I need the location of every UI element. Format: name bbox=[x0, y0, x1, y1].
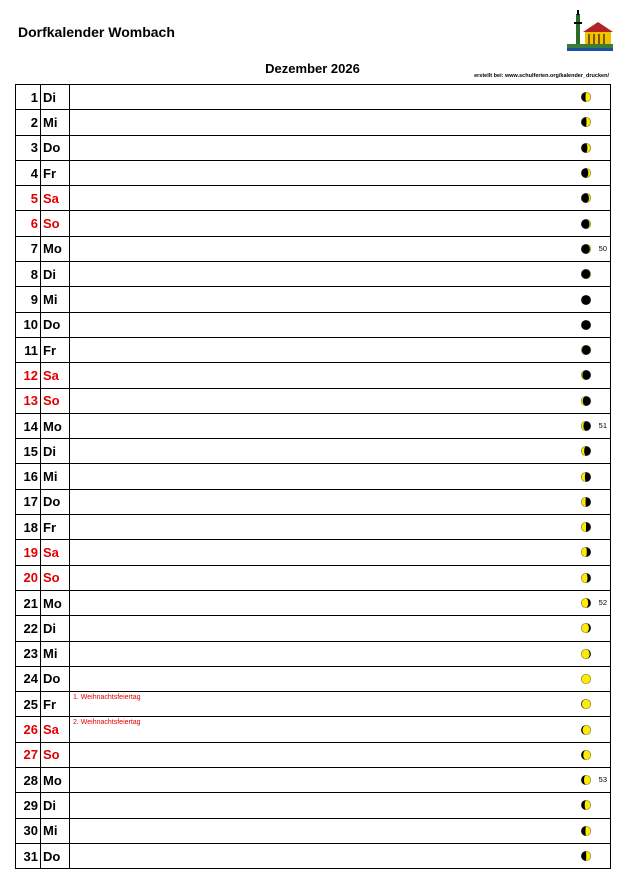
weekday-label: So bbox=[41, 388, 70, 413]
day-notes-cell[interactable] bbox=[70, 211, 611, 236]
day-notes-cell[interactable] bbox=[70, 85, 611, 110]
day-number: 29 bbox=[16, 793, 41, 818]
day-row bbox=[16, 666, 611, 691]
weekday-label: Do bbox=[41, 489, 70, 514]
day-notes-cell[interactable] bbox=[70, 186, 611, 211]
day-notes-cell[interactable] bbox=[70, 768, 611, 793]
day-number: 20 bbox=[16, 565, 41, 590]
day-row bbox=[16, 793, 611, 818]
calendar-title: Dorfkalender Wombach bbox=[18, 24, 175, 40]
weekday-label: So bbox=[41, 565, 70, 590]
weekday-label: Fr bbox=[41, 692, 70, 717]
day-number: 24 bbox=[16, 666, 41, 691]
day-number: 1 bbox=[16, 85, 41, 110]
day-number: 16 bbox=[16, 464, 41, 489]
moon-phase-icon bbox=[581, 522, 591, 532]
weekday-label: Do bbox=[41, 312, 70, 337]
day-notes-cell[interactable] bbox=[70, 540, 611, 565]
week-number: 50 bbox=[598, 243, 607, 253]
day-row bbox=[16, 641, 611, 666]
day-row bbox=[16, 413, 611, 438]
day-row bbox=[16, 692, 611, 717]
day-notes-cell[interactable] bbox=[70, 388, 611, 413]
day-row bbox=[16, 337, 611, 362]
day-notes-cell[interactable] bbox=[70, 590, 611, 615]
day-row bbox=[16, 439, 611, 464]
day-row bbox=[16, 717, 611, 742]
day-notes-cell[interactable] bbox=[70, 363, 611, 388]
moon-phase-icon bbox=[581, 269, 591, 279]
weekday-label: Sa bbox=[41, 186, 70, 211]
moon-phase-icon bbox=[581, 244, 591, 254]
weekday-label: Mi bbox=[41, 464, 70, 489]
day-number: 30 bbox=[16, 818, 41, 843]
moon-phase-icon bbox=[581, 92, 591, 102]
holiday-label: 2. Weihnachtsfeiertag bbox=[73, 719, 141, 727]
moon-phase-icon bbox=[581, 547, 591, 557]
moon-phase-icon bbox=[581, 168, 591, 178]
credit-note: erstellt bei: www.schulferien.org/kalender_drucken/ bbox=[474, 73, 609, 79]
day-row bbox=[16, 262, 611, 287]
weekday-label: Do bbox=[41, 843, 70, 868]
weekday-label: Fr bbox=[41, 337, 70, 362]
day-notes-cell[interactable] bbox=[70, 843, 611, 868]
weekday-label: Sa bbox=[41, 363, 70, 388]
day-number: 2 bbox=[16, 110, 41, 135]
day-number: 8 bbox=[16, 262, 41, 287]
moon-phase-icon bbox=[581, 117, 591, 127]
day-row bbox=[16, 388, 611, 413]
moon-phase-icon bbox=[581, 674, 591, 684]
moon-phase-icon bbox=[581, 320, 591, 330]
day-row bbox=[16, 489, 611, 514]
day-notes-cell[interactable] bbox=[70, 287, 611, 312]
day-notes-cell[interactable] bbox=[70, 692, 611, 717]
weekday-label: Di bbox=[41, 616, 70, 641]
day-number: 4 bbox=[16, 160, 41, 185]
moon-phase-icon bbox=[581, 826, 591, 836]
day-row bbox=[16, 236, 611, 261]
day-notes-cell[interactable] bbox=[70, 515, 611, 540]
moon-phase-icon bbox=[581, 649, 591, 659]
day-row bbox=[16, 110, 611, 135]
day-notes-cell[interactable] bbox=[70, 160, 611, 185]
moon-phase-icon bbox=[581, 421, 591, 431]
day-row bbox=[16, 85, 611, 110]
moon-phase-icon bbox=[581, 219, 591, 229]
weekday-label: Sa bbox=[41, 540, 70, 565]
day-row bbox=[16, 515, 611, 540]
day-notes-cell[interactable] bbox=[70, 717, 611, 742]
day-number: 18 bbox=[16, 515, 41, 540]
day-number: 12 bbox=[16, 363, 41, 388]
day-row bbox=[16, 843, 611, 868]
moon-phase-icon bbox=[581, 573, 591, 583]
day-row bbox=[16, 818, 611, 843]
weekday-label: Mo bbox=[41, 768, 70, 793]
moon-phase-icon bbox=[581, 295, 591, 305]
weekday-label: Sa bbox=[41, 717, 70, 742]
day-notes-cell[interactable] bbox=[70, 262, 611, 287]
day-notes-cell[interactable] bbox=[70, 641, 611, 666]
moon-phase-icon bbox=[581, 775, 591, 785]
day-number: 7 bbox=[16, 236, 41, 261]
weekday-label: Mi bbox=[41, 641, 70, 666]
day-number: 9 bbox=[16, 287, 41, 312]
moon-phase-icon bbox=[581, 750, 591, 760]
day-number: 14 bbox=[16, 413, 41, 438]
day-number: 22 bbox=[16, 616, 41, 641]
day-number: 13 bbox=[16, 388, 41, 413]
weekday-label: So bbox=[41, 211, 70, 236]
day-row bbox=[16, 160, 611, 185]
day-number: 23 bbox=[16, 641, 41, 666]
day-number: 21 bbox=[16, 590, 41, 615]
day-notes-cell[interactable] bbox=[70, 818, 611, 843]
weekday-label: Fr bbox=[41, 160, 70, 185]
weekday-label: Do bbox=[41, 666, 70, 691]
day-number: 3 bbox=[16, 135, 41, 160]
month-heading: Dezember 2026 bbox=[265, 61, 360, 76]
day-notes-cell[interactable] bbox=[70, 135, 611, 160]
day-number: 19 bbox=[16, 540, 41, 565]
day-number: 11 bbox=[16, 337, 41, 362]
weekday-label: Fr bbox=[41, 515, 70, 540]
day-notes-cell[interactable] bbox=[70, 110, 611, 135]
day-row bbox=[16, 287, 611, 312]
day-notes-cell[interactable] bbox=[70, 337, 611, 362]
weekday-label: So bbox=[41, 742, 70, 767]
day-row bbox=[16, 540, 611, 565]
day-number: 27 bbox=[16, 742, 41, 767]
day-notes-cell[interactable] bbox=[70, 666, 611, 691]
weekday-label: Do bbox=[41, 135, 70, 160]
day-notes-cell[interactable] bbox=[70, 439, 611, 464]
moon-phase-icon bbox=[581, 851, 591, 861]
moon-phase-icon bbox=[581, 193, 591, 203]
weekday-label: Mo bbox=[41, 413, 70, 438]
moon-phase-icon bbox=[581, 497, 591, 507]
weekday-label: Mo bbox=[41, 590, 70, 615]
day-number: 31 bbox=[16, 843, 41, 868]
moon-phase-icon bbox=[581, 143, 591, 153]
weekday-label: Mi bbox=[41, 287, 70, 312]
day-notes-cell[interactable] bbox=[70, 489, 611, 514]
moon-phase-icon bbox=[581, 345, 591, 355]
day-notes-cell[interactable] bbox=[70, 413, 611, 438]
village-logo-icon bbox=[563, 10, 615, 54]
day-number: 28 bbox=[16, 768, 41, 793]
day-row bbox=[16, 590, 611, 615]
day-row bbox=[16, 616, 611, 641]
weekday-label: Di bbox=[41, 439, 70, 464]
weekday-label: Mi bbox=[41, 110, 70, 135]
day-notes-cell[interactable] bbox=[70, 616, 611, 641]
day-notes-cell[interactable] bbox=[70, 312, 611, 337]
week-number: 51 bbox=[598, 421, 607, 430]
weekday-label: Mi bbox=[41, 818, 70, 843]
day-row bbox=[16, 742, 611, 767]
weekday-label: Di bbox=[41, 262, 70, 287]
moon-phase-icon bbox=[581, 699, 591, 709]
day-row bbox=[16, 135, 611, 160]
day-number: 26 bbox=[16, 717, 41, 742]
moon-phase-icon bbox=[581, 725, 591, 735]
day-row bbox=[16, 312, 611, 337]
week-number: 52 bbox=[598, 598, 607, 608]
day-number: 6 bbox=[16, 211, 41, 236]
day-number: 10 bbox=[16, 312, 41, 337]
day-notes-cell[interactable] bbox=[70, 565, 611, 590]
day-notes-cell[interactable] bbox=[70, 236, 611, 261]
day-number: 25 bbox=[16, 692, 41, 717]
moon-phase-icon bbox=[581, 446, 591, 456]
day-notes-cell[interactable] bbox=[70, 742, 611, 767]
moon-phase-icon bbox=[581, 598, 591, 608]
moon-phase-icon bbox=[581, 800, 591, 810]
moon-phase-icon bbox=[581, 396, 591, 406]
day-row bbox=[16, 211, 611, 236]
moon-phase-icon bbox=[581, 472, 591, 482]
calendar-table bbox=[15, 84, 611, 869]
day-row bbox=[16, 186, 611, 211]
weekday-label: Di bbox=[41, 85, 70, 110]
moon-phase-icon bbox=[581, 370, 591, 380]
day-number: 5 bbox=[16, 186, 41, 211]
holiday-label: 1. Weihnachtsfeiertag bbox=[73, 694, 141, 702]
day-row bbox=[16, 768, 611, 793]
day-notes-cell[interactable] bbox=[70, 793, 611, 818]
weekday-label: Di bbox=[41, 793, 70, 818]
day-notes-cell[interactable] bbox=[70, 464, 611, 489]
day-number: 15 bbox=[16, 439, 41, 464]
moon-phase-icon bbox=[581, 623, 591, 633]
day-number: 17 bbox=[16, 489, 41, 514]
week-number: 53 bbox=[598, 775, 607, 785]
day-row bbox=[16, 565, 611, 590]
day-row bbox=[16, 464, 611, 489]
day-row bbox=[16, 363, 611, 388]
weekday-label: Mo bbox=[41, 236, 70, 261]
